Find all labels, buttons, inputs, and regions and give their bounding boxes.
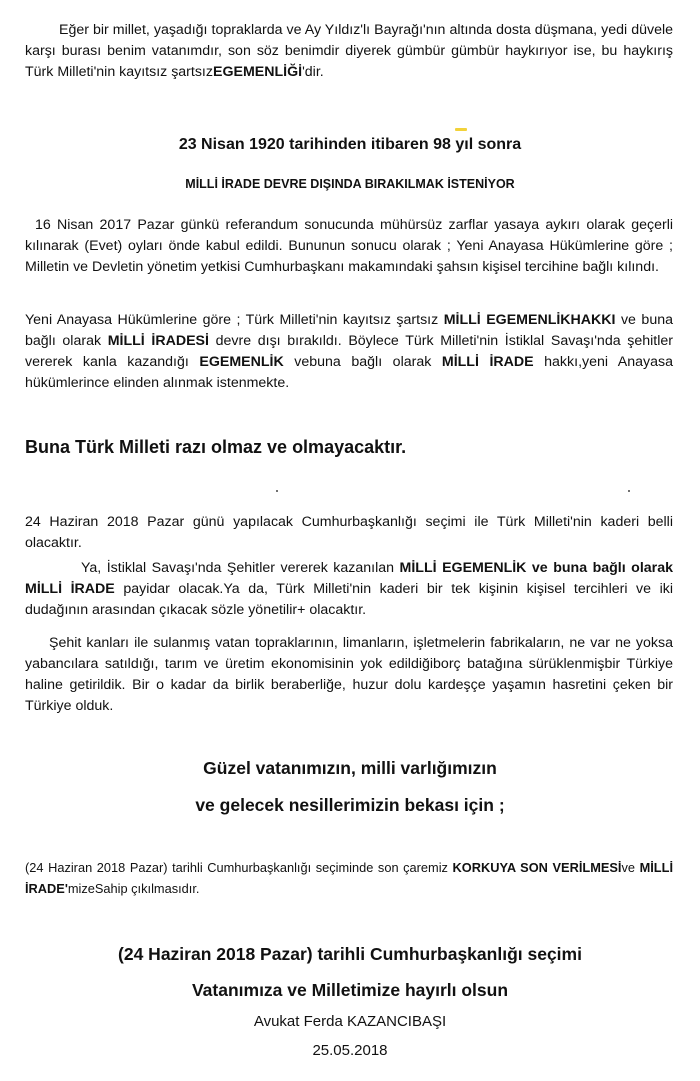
bold-segment: KORKUYA SON VERİLMESİ	[452, 860, 622, 875]
heading-refuse: Buna Türk Milleti razı olmaz ve olmayacaktır.	[25, 437, 407, 457]
signature-name: Avukat Ferda KAZANCIBAŞI	[253, 1013, 447, 1030]
text-segment: Yeni Anayasa Hükümlerine göre ; Türk Milleti'nin kayıtsız şartsız	[25, 312, 444, 328]
text-segment: devre dışı bırakıldı. Böylece Türk Milleti'nin İstiklal Savaşı'nda şehitler vererek kanla kazandığı	[25, 333, 673, 370]
text-segment: vebuna bağlı olarak	[283, 354, 442, 370]
heading-future-line2: ve gelecek nesillerimizin bekası için ;	[195, 795, 505, 815]
intro-bold: EGEMENLİĞİ	[212, 64, 303, 80]
bold-segment: MİLLİ EGEMENLİKHAKKI	[443, 312, 616, 328]
signature-date: 25.05.2018	[312, 1042, 388, 1059]
text-segment: ve buna bağlı olarak	[25, 312, 673, 349]
bold-segment: MİLLİ İRADE'	[25, 860, 673, 896]
bold-segment: MİLLİ İRADESİ	[107, 333, 209, 349]
text-segment: mizeSahip çıkılmasıdır.	[67, 881, 200, 896]
intro-paragraph	[25, 20, 673, 83]
bold-segment: MİLLİ EGEMENLİK ve buna bağlı olarak MİLLİ İRADE	[25, 560, 673, 597]
paragraph-remedy	[25, 857, 673, 899]
text-segment: Ya, İstiklal Savaşı'nda Şehitler vererek kazanılan	[81, 560, 400, 576]
paragraph-constitution	[25, 310, 673, 394]
text-segment: ve	[621, 860, 640, 875]
closing-line2: Vatanımıza ve Milletimize hayırlı olsun	[191, 980, 509, 1000]
text-segment: payidar olacak.Ya da, Türk Milleti'nin kaderi bir tek kişinin kişisel tercihleri ve iki dudağının arasından çıkacak sözle yönetilir+ olacaktır.	[25, 581, 673, 618]
text-segment: (24 Haziran 2018 Pazar) tarihli Cumhurbaşkanlığı seçiminde son çaremiz	[25, 860, 453, 875]
closing-line1: (24 Haziran 2018 Pazar) tarihli Cumhurbaşkanlığı seçimi	[118, 944, 582, 964]
bold-segment: MİLLİ İRADE	[441, 354, 534, 370]
scan-speck	[276, 490, 278, 492]
bold-segment: EGEMENLİK	[199, 354, 284, 370]
intro-tail: 'dir.	[302, 64, 324, 80]
heading-date: 23 Nisan 1920 tarihinden itibaren 98 yıl sonra	[178, 136, 522, 153]
heading-future-line1: Güzel vatanımızın, milli varlığımızın	[203, 758, 497, 778]
scan-speck	[628, 490, 630, 492]
text-segment: hakkı,yeni Anayasa hükümlerince elinden alınmak istenmekte.	[25, 354, 674, 391]
paragraph-referendum: 16 Nisan 2017 Pazar günkü referandum sonucunda mühürsüz zarflar yasaya aykırı olarak geçerli kılınarak (Evet) oyları önde kabul edildi. Bununun sonucu olarak ; Yeni Anayasa Hükümlerine göre ; Milletin ve Devletin yönetim yetkisi Cumhurbaşkanı makamındaki şahsın kişisel tercihine bağlı kılındı.	[25, 217, 673, 275]
intro-text: Eğer bir millet, yaşadığı topraklarda ve Ay Yıldız'lı Bayrağı'nın altında dosta düşmana, yedi düvele karşı burası benim vatanımdır, son söz benimdir diyerek gümbür gümbür haykırıyor ise, bu haykırış Türk Milleti'nin kayıtsız şartsız	[25, 22, 673, 80]
paragraph-either	[25, 558, 673, 621]
paragraph-martyrs: Şehit kanları ile sulanmış vatan topraklarının, limanların, işletmelerin fabrikaların, ne var ne yoksa yabancılara satıldığı, tarım ve üretim ekonomisinin yok edildiğiborç batağına sürüklenmişbir Türkiye haline getirildik. Bir o kadar da birlik beraberliğe, huzur dolu kardeşçe yaşamın hasretini çeken bir Türkiye olduk.	[25, 635, 673, 714]
subheading: MİLLİ İRADE DEVRE DIŞINDA BIRAKILMAK İSTENİYOR	[185, 177, 515, 191]
paragraph-election: 24 Haziran 2018 Pazar günü yapılacak Cumhurbaşkanlığı seçimi ile Türk Milleti'nin kaderi belli olacaktır.	[25, 514, 673, 551]
highlight-mark	[455, 128, 467, 131]
